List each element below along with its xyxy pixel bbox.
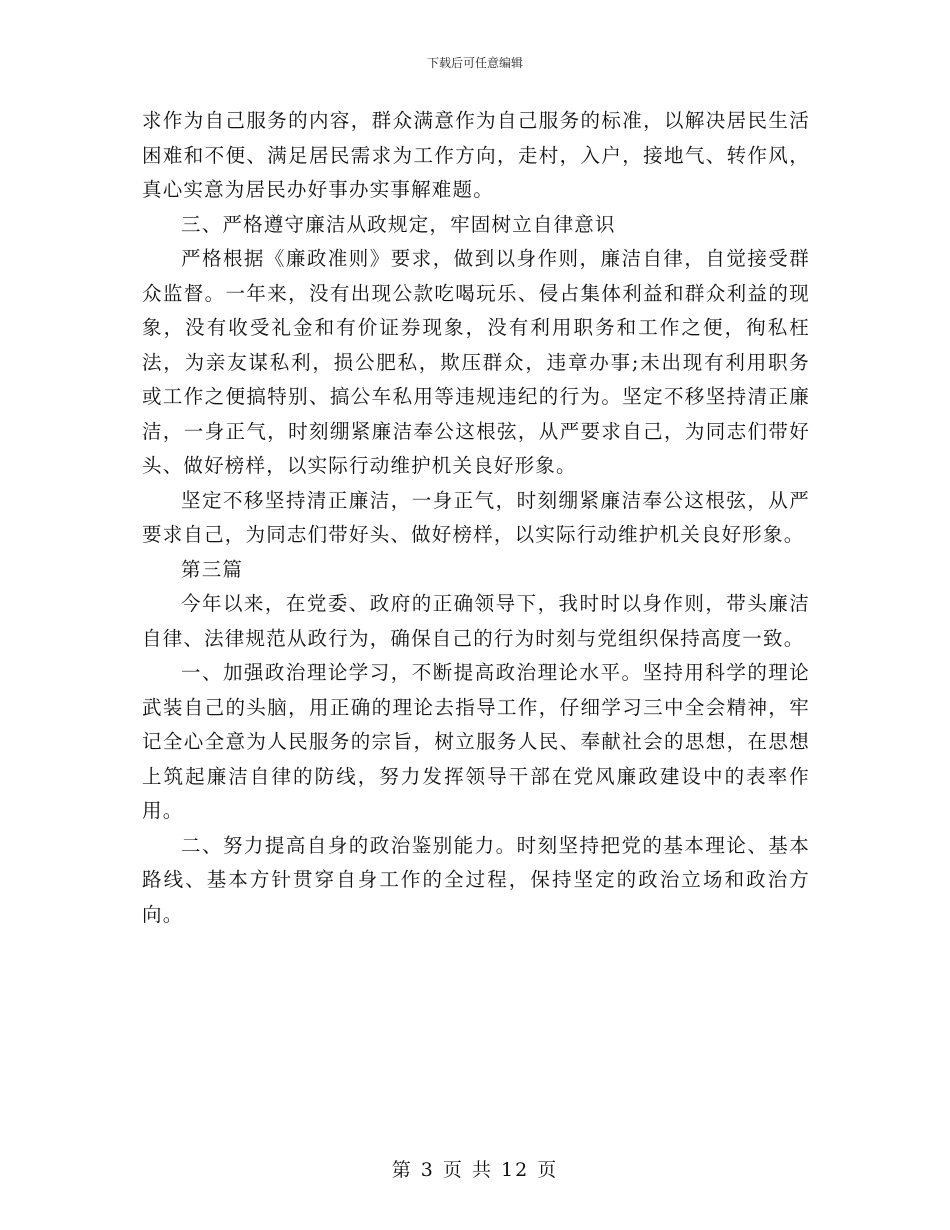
chapter-title: 第三篇 bbox=[181, 557, 244, 581]
section-heading-3: 三、严格遵守廉洁从政规定，牢固树立自律意识 bbox=[181, 212, 616, 236]
document-body bbox=[142, 104, 810, 932]
paragraph: 严格根据《廉政准则》要求，做到以身作则，廉洁自律，自觉接受群众监督。一年来，没有出现公款吃喝玩乐、侵占集体利益和群众利益的现象，没有收受礼金和有价证券现象，没有利用职务和工作之便，徇私枉法，为亲友谋私利，损公肥私，欺压群众，违章办事;未出现有利用职务或工作之便搞特别、搞公车私用等违规违纪的行为。坚定不移坚持清正廉洁，一身正气，时刻绷紧廉洁奉公这根弦，从严要求自己，为同志们带好头、做好榜样，以实际行动维护机关良好形象。 bbox=[142, 247, 810, 477]
paragraph: 一、加强政治理论学习，不断提高政治理论水平。坚持用科学的理论武装自己的头脑，用正确的理论去指导工作，仔细学习三中全会精神，牢记全心全意为人民服务的宗旨，树立服务人民、奉献社会的思想，在思想上筑起廉洁自律的防线，努力发挥领导干部在党风廉政建设中的表率作用。 bbox=[142, 661, 810, 822]
paragraph: 二、努力提高自身的政治鉴别能力。时刻坚持把党的基本理论、基本路线、基本方针贯穿自身工作的全过程，保持坚定的政治立场和政治方向。 bbox=[142, 833, 810, 926]
paragraph: 今年以来，在党委、政府的正确领导下，我时时以身作则，带头廉洁自律、法律规范从政行为，确保自己的行为时刻与党组织保持高度一致。 bbox=[142, 592, 810, 650]
paragraph: 坚定不移坚持清正廉洁，一身正气，时刻绷紧廉洁奉公这根弦，从严要求自己，为同志们带好头、做好榜样，以实际行动维护机关良好形象。 bbox=[142, 488, 810, 546]
paragraph-continuation: 求作为自己服务的内容，群众满意作为自己服务的标准，以解决居民生活困难和不便、满足居民需求为工作方向，走村，入户，接地气、转作风，真心实意为居民办好事办实事解难题。 bbox=[142, 109, 810, 201]
page-number: 第 3 页 共 12 页 bbox=[391, 1159, 559, 1181]
page-header: 下载后可任意编辑 bbox=[426, 56, 523, 70]
